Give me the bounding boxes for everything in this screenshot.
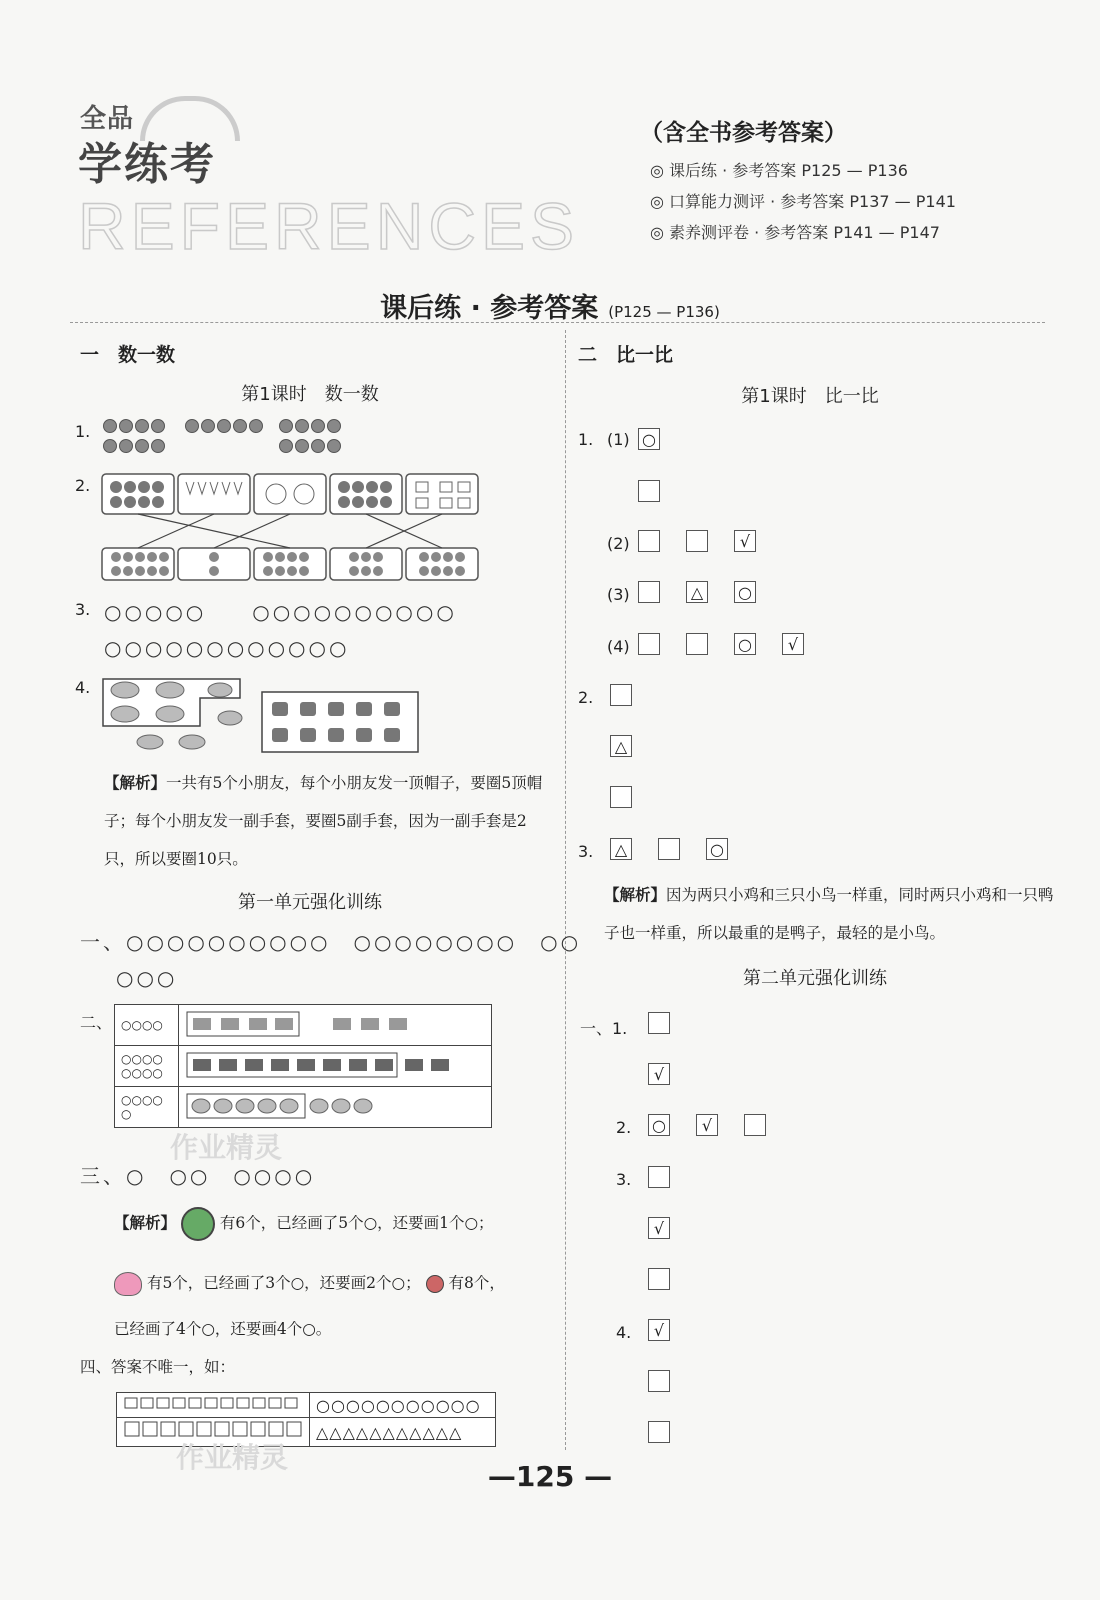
- answer-boxes: [638, 480, 686, 502]
- question-number: 二、: [80, 1013, 113, 1032]
- matching-diagram: [100, 472, 485, 584]
- question-number: 3.: [578, 842, 594, 861]
- section-heading: 二 比一比: [578, 344, 674, 366]
- column-divider: [565, 330, 566, 1450]
- unit-training-heading: 第二单元强化训练: [743, 968, 887, 989]
- answer-box: [686, 633, 708, 655]
- unit-training-heading: 第一单元强化训练: [238, 892, 382, 913]
- answer-box: [610, 786, 632, 808]
- small-squares: [123, 1395, 303, 1411]
- table-cell: ○○○○ ○○○○: [115, 1046, 179, 1087]
- answer-boxes: [648, 1268, 696, 1290]
- answer-box: √: [648, 1063, 670, 1085]
- question-number: 4.: [75, 678, 91, 697]
- answer-box: ○: [706, 838, 728, 860]
- circle-answer: ○○○: [116, 966, 178, 990]
- apple-icon: [426, 1275, 444, 1293]
- table-cell: ○○○○: [115, 1005, 179, 1046]
- table-cell-picture: [179, 1046, 492, 1087]
- answer-boxes: [648, 1012, 696, 1034]
- circle-answer: 一、○○○○○○○○○○ ○○○○○○○○ ○○: [80, 930, 582, 954]
- title-divider: [70, 322, 1045, 323]
- answer-box: [638, 530, 660, 552]
- circle-answer: 三、○ ○○ ○○○○: [80, 1164, 316, 1188]
- logo-small: 全品: [80, 104, 135, 134]
- animal-count-table: [114, 1004, 492, 1128]
- table-cell-picture: [179, 1005, 492, 1046]
- question-number: 3.: [75, 600, 91, 619]
- shapes-table: [116, 1392, 496, 1447]
- analysis-tag: 【解析】: [104, 774, 167, 792]
- watermelon-icon: [181, 1207, 215, 1241]
- question-number: 3.: [616, 1170, 632, 1189]
- answer-box: √: [648, 1319, 670, 1341]
- question-number: 1.: [578, 430, 594, 449]
- answer-box: [686, 530, 708, 552]
- triangles-cell: △△△△△△△△△△△: [310, 1418, 496, 1447]
- analysis-paragraph: [114, 1264, 554, 1302]
- contents-title: （含全书参考答案）: [640, 120, 847, 146]
- contents-line: ◎ 课后练 · 参考答案 P125 — P136: [650, 161, 908, 180]
- answer-box: [648, 1421, 670, 1443]
- analysis-tag: 【解析】: [114, 1214, 177, 1232]
- answer-box: [744, 1114, 766, 1136]
- table-row: [117, 1393, 496, 1418]
- answer-boxes: [638, 428, 686, 450]
- answer-box: [638, 581, 660, 603]
- analysis-paragraph: [104, 764, 550, 878]
- analysis-tag: 【解析】: [604, 886, 667, 904]
- dot-group: [184, 418, 274, 438]
- answer-box: ○: [638, 428, 660, 450]
- answer-box: √: [648, 1217, 670, 1239]
- section-heading: 一 数一数: [80, 344, 176, 366]
- page-title-text: 课后练 · 参考答案: [380, 293, 599, 324]
- answer-boxes: [610, 684, 658, 706]
- hats-gloves-picture: [100, 676, 425, 756]
- question-number: 1.: [75, 422, 91, 441]
- answer-boxes: [610, 838, 754, 860]
- answer-boxes: [648, 1421, 696, 1443]
- question-number: 2.: [578, 688, 594, 707]
- page-number: —125 —: [487, 1460, 613, 1493]
- answer-box: √: [734, 530, 756, 552]
- references-heading: REFERENCES: [78, 189, 580, 263]
- circle-answer: ○○○○○○○○○○○○: [104, 636, 350, 660]
- answer-boxes: [610, 735, 658, 757]
- contents-line: ◎ 口算能力测评 · 参考答案 P137 — P141: [650, 192, 956, 211]
- answer-boxes: [638, 581, 782, 603]
- answer-box: [648, 1166, 670, 1188]
- circles-cell: ○○○○○○○○○○○: [310, 1393, 496, 1418]
- page-title: [0, 286, 1100, 325]
- analysis-text: 有5个，已经画了3个○，还要画2个○；: [146, 1274, 421, 1292]
- cows-picture: [185, 1049, 485, 1079]
- sub-question-label: (3): [607, 585, 630, 604]
- watermark: 作业精灵: [170, 1131, 283, 1164]
- answer-boxes: [648, 1370, 696, 1392]
- watermark: 作业精灵: [176, 1441, 289, 1474]
- answer-box: ○: [734, 581, 756, 603]
- answer-box: √: [696, 1114, 718, 1136]
- circle-answer: ○○○○○ ○○○○○○○○○○: [104, 600, 457, 624]
- table-row: [115, 1046, 492, 1087]
- horses-picture: [185, 1008, 485, 1038]
- answer-boxes: [638, 530, 782, 552]
- question-number: 4.: [616, 1323, 632, 1342]
- table-row: [115, 1087, 492, 1128]
- analysis-paragraph: [114, 1204, 554, 1242]
- sub-question-label: (2): [607, 534, 630, 553]
- question-number: 2.: [75, 476, 91, 495]
- analysis-text: 有8个，: [448, 1274, 505, 1292]
- table-row: [115, 1005, 492, 1046]
- answer-box: [638, 633, 660, 655]
- analysis-text: 因为两只小鸡和三只小鸟一样重，同时两只小鸡和一只鸭子也一样重，所以最重的是鸭子，最轻的是小鸟。: [604, 886, 1054, 942]
- table-cell-picture: [179, 1087, 492, 1128]
- analysis-paragraph: [604, 876, 1054, 952]
- answer-box: △: [686, 581, 708, 603]
- contents-line: ◎ 素养测评卷 · 参考答案 P141 — P147: [650, 223, 940, 242]
- answer-box: [658, 838, 680, 860]
- table-row: [117, 1418, 496, 1447]
- answer-box: [610, 684, 632, 706]
- answer-box: [648, 1268, 670, 1290]
- answer-boxes: [648, 1166, 696, 1188]
- question-number: 2.: [616, 1118, 632, 1137]
- answer-box: [648, 1012, 670, 1034]
- analysis-text: 已经画了4个○，还要画4个○。: [114, 1320, 332, 1338]
- squares-cell: [117, 1393, 310, 1418]
- answer-boxes: [648, 1114, 792, 1136]
- sheep-picture: [185, 1090, 485, 1120]
- answer-box: △: [610, 838, 632, 860]
- answer-box: [648, 1370, 670, 1392]
- sub-question-label: (1): [607, 430, 630, 449]
- dot-group: [278, 418, 368, 458]
- lesson-heading: 第1课时 比一比: [741, 386, 879, 407]
- answer-box: ○: [734, 633, 756, 655]
- question-number: 一、1.: [580, 1019, 628, 1038]
- sub-question-label: (4): [607, 637, 630, 656]
- answer-box: △: [610, 735, 632, 757]
- answer-box: √: [782, 633, 804, 655]
- answer-box: ○: [648, 1114, 670, 1136]
- logo-large: 学练考: [78, 139, 216, 190]
- lesson-heading: 第1课时 数一数: [241, 384, 379, 405]
- answer-boxes: [648, 1063, 696, 1085]
- answer-boxes: [648, 1319, 696, 1341]
- answer-boxes: [610, 786, 658, 808]
- answer-box: [638, 480, 660, 502]
- question-text: 四、答案不唯一，如：: [80, 1358, 236, 1376]
- page-title-range: (P125 — P136): [608, 303, 720, 321]
- answer-boxes: [648, 1217, 696, 1239]
- analysis-text: 有6个，已经画了5个○，还要画1个○；: [219, 1214, 494, 1232]
- analysis-text: 一共有5个小朋友，每个小朋友发一顶帽子，要圈5顶帽子；每个小朋友发一副手套，要圈5副手套，因为一副手套是2只，所以要圈10只。: [104, 774, 543, 868]
- answer-boxes: [638, 633, 830, 655]
- peach-icon: [114, 1272, 142, 1296]
- dot-group: [102, 418, 172, 458]
- table-cell: ○○○○ ○: [115, 1087, 179, 1128]
